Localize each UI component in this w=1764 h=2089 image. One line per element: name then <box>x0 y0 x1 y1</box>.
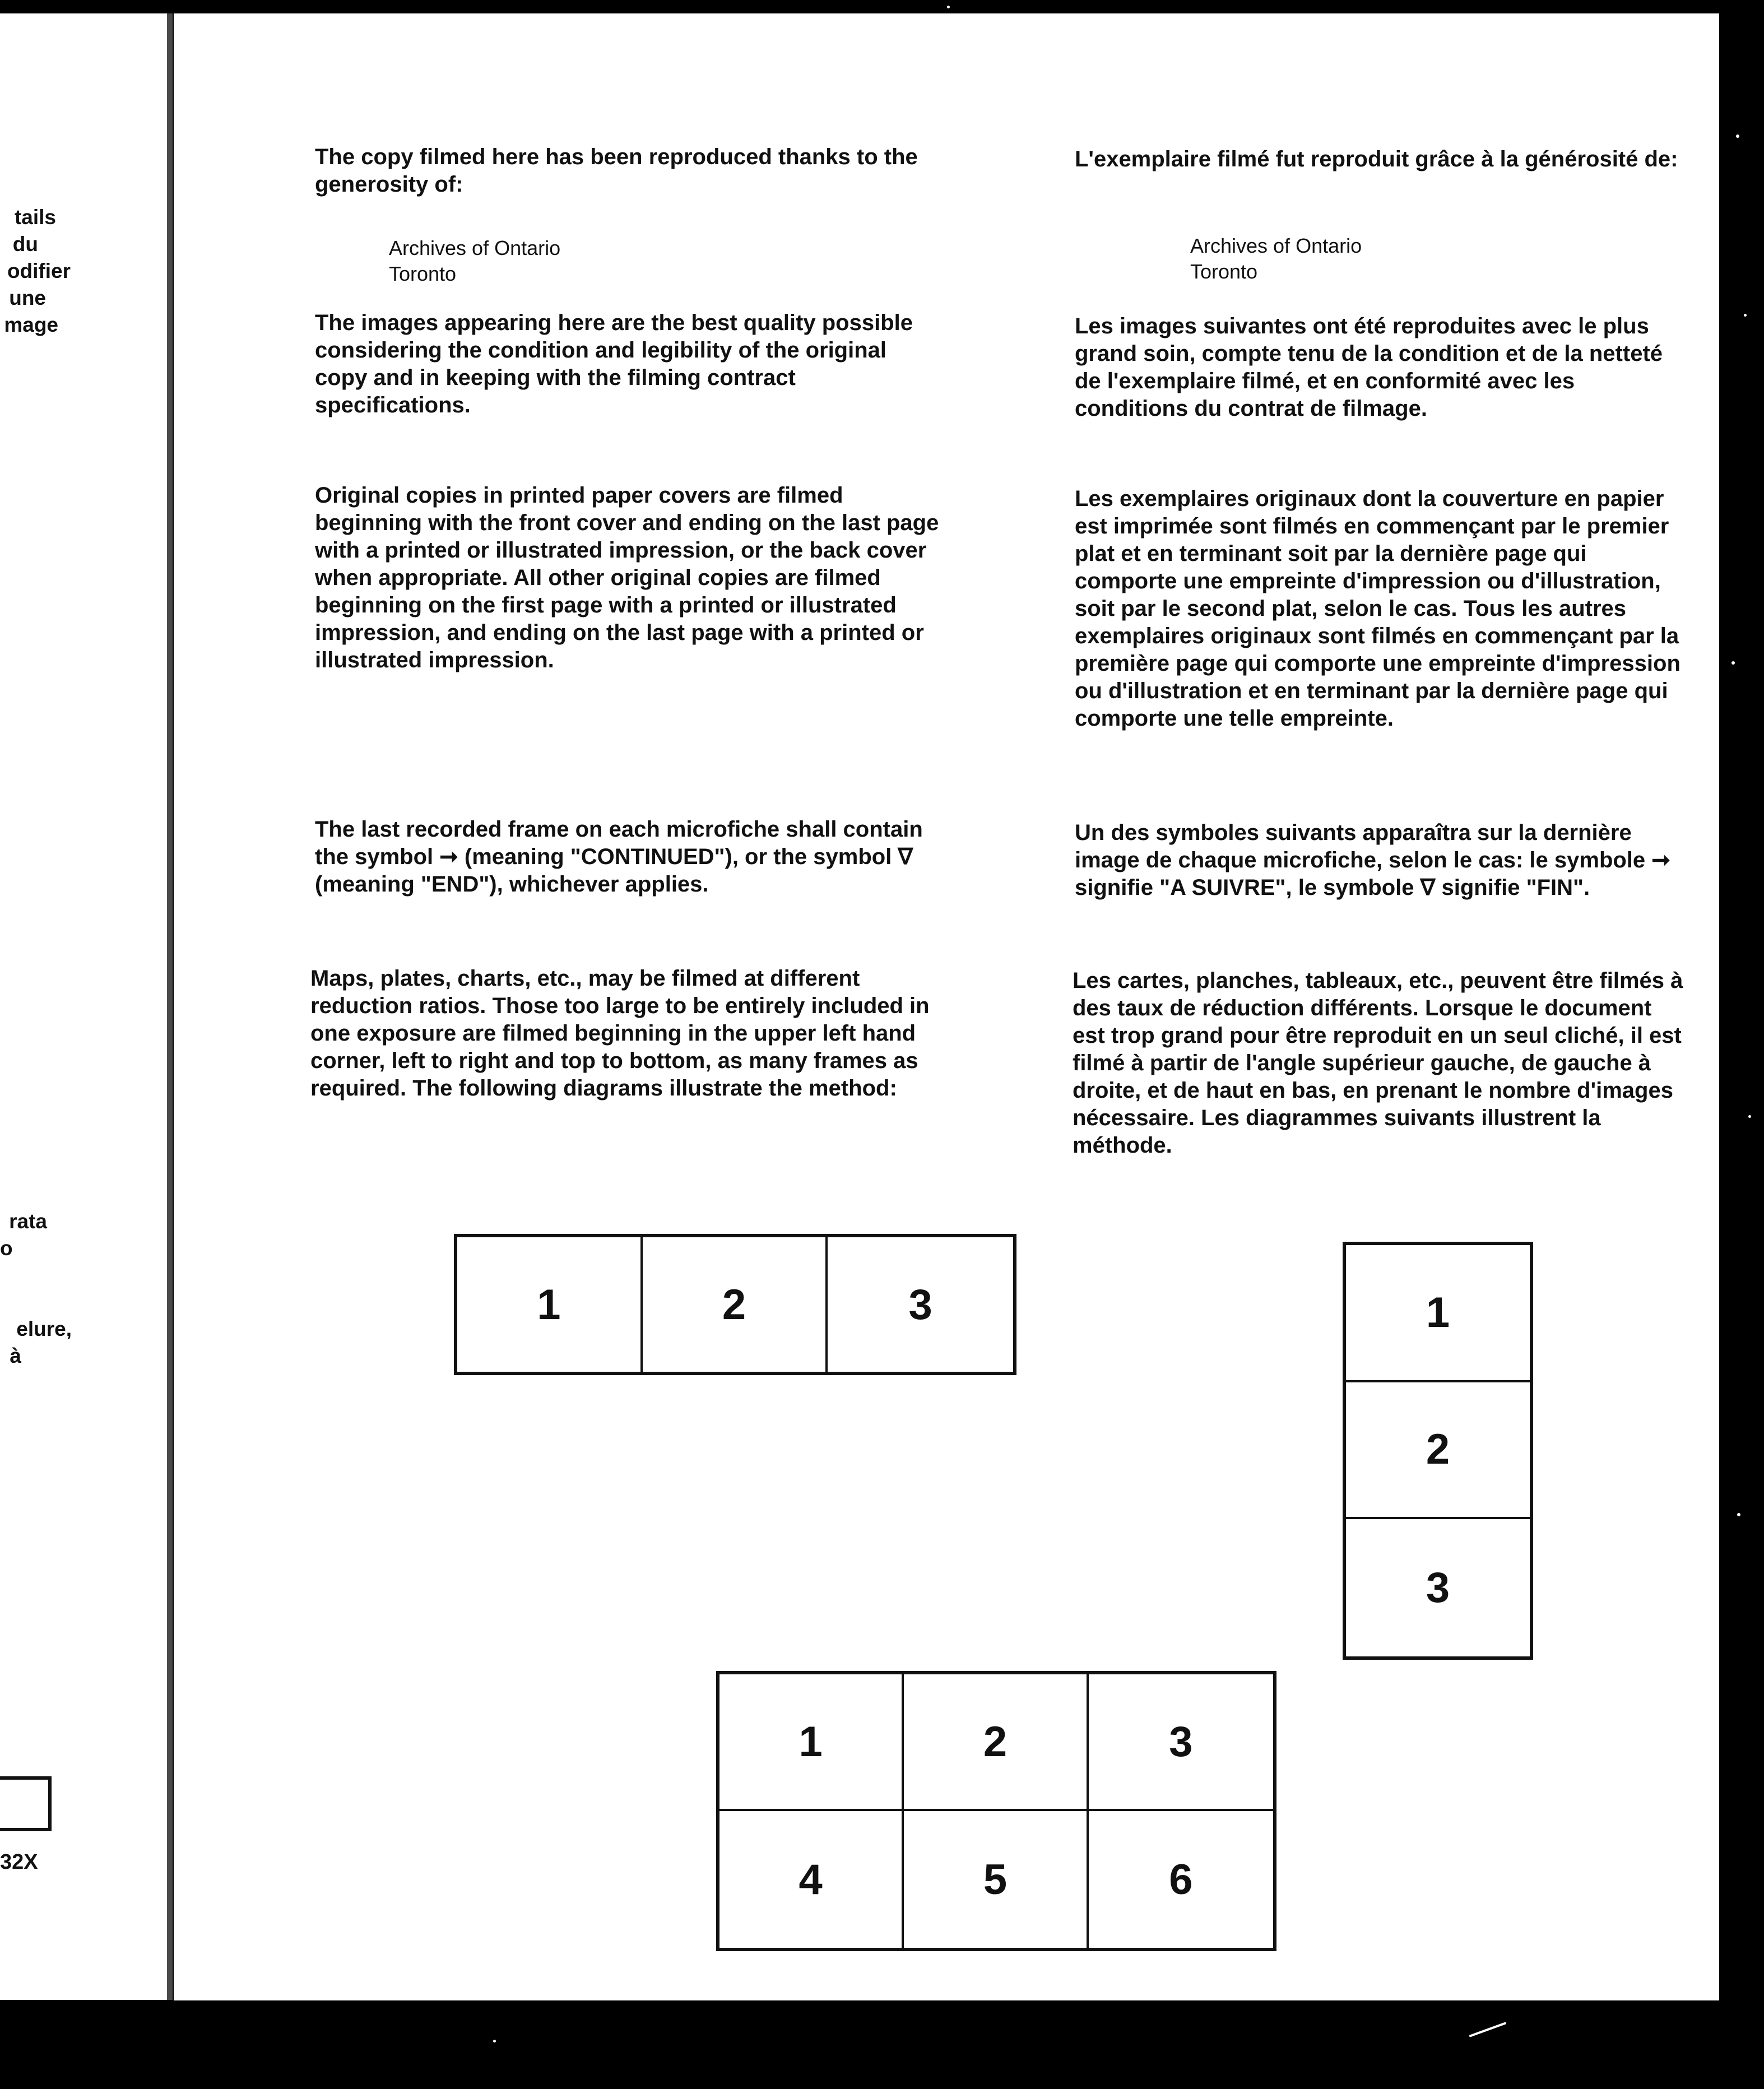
diagram-cell: 4 <box>719 1811 904 1948</box>
diagram-cell: 1 <box>457 1237 643 1372</box>
diagram-cell: 3 <box>1089 1674 1273 1811</box>
english-paragraph-maps: Maps, plates, charts, etc., may be filmed at different reduction ratios. Those too large to be entirely included in one exposure are filmed beginning in the upper left hand corner, left to right and top to bottom, as many frames as required. The following diagrams illustrate the method: <box>310 966 930 1101</box>
page-gutter <box>167 13 173 2000</box>
left-fragment: tails <box>14 206 56 229</box>
left-fragment: du <box>12 233 38 256</box>
french-archive-name: Archives of Ontario <box>1190 234 1362 257</box>
french-archive-city: Toronto <box>1190 260 1258 283</box>
film-speck <box>493 2040 496 2042</box>
french-intro: L'exemplaire filmé fut reproduit grâce à la générosité de: <box>1075 147 1678 171</box>
english-paragraph-quality: The images appearing here are the best quality possible considering the condition and legibility of the original copy and in keeping with the filming contract specifications. <box>315 310 913 417</box>
diagram-cell: 1 <box>719 1674 904 1811</box>
film-speck <box>1737 1513 1740 1516</box>
diagram-cell: 2 <box>904 1674 1088 1811</box>
diagram-cell: 2 <box>643 1237 828 1372</box>
film-speck <box>947 6 950 8</box>
english-paragraph-symbols: The last recorded frame on each microfiche shall contain the symbol ➞ (meaning "CONTINUED"), or the symbol ∇ (meaning "END"), whichever applies. <box>315 817 923 897</box>
film-speck <box>1748 1115 1751 1118</box>
french-paragraph-originals: Les exemplaires originaux dont la couverture en papier est imprimée sont filmés en commençant par le premier plat et en terminant soit par la dernière page qui comporte une empreinte d'impression ou d'illustration, soit par le second plat, selon le cas. Tous les autres exemplaires originaux sont filmés en commençant par la première page qui comporte une empreinte d'impression ou d'illustration et en terminant par la dernière page qui comporte une telle empreinte. <box>1075 486 1681 731</box>
resolution-target-frame <box>0 1776 52 1831</box>
film-speck <box>1736 134 1739 138</box>
bottom-film-edge <box>0 2000 1764 2089</box>
film-speck <box>1731 661 1735 665</box>
english-paragraph-originals: Original copies in printed paper covers are filmed beginning with the front cover and ending on the last page with a printed or illustrated impression, or the back cover when appropriate. All other original copies are filmed beginning on the first page with a printed or illustrated impression, and ending on the last page with a printed or illustrated impression. <box>315 483 939 672</box>
english-archive-name: Archives of Ontario <box>389 236 561 259</box>
left-fragment: o <box>0 1237 13 1260</box>
resolution-label: 32X <box>0 1850 38 1874</box>
english-archive-city: Toronto <box>389 262 457 285</box>
english-intro: The copy filmed here has been reproduced thanks to the generosity of: <box>315 145 918 197</box>
diagram-cell: 5 <box>904 1811 1088 1948</box>
french-paragraph-quality: Les images suivantes ont été reproduites avec le plus grand soin, compte tenu de la condition et de la netteté de l'exemplaire filmé, et en conformité avec les conditions du contrat de filmage. <box>1075 314 1663 421</box>
diagram-vertical <box>1343 1242 1533 1660</box>
french-paragraph-symbols: Un des symboles suivants apparaîtra sur la dernière image de chaque microfiche, selon le cas: le symbole ➞ signifie "A SUIVRE", le symbole ∇ signifie "FIN". <box>1075 820 1670 900</box>
diagram-cell: 3 <box>1426 1564 1450 1612</box>
left-fragment: à <box>10 1344 21 1367</box>
left-fragment: une <box>9 286 46 309</box>
film-speck <box>1744 314 1747 317</box>
left-fragment: odifier <box>7 259 71 282</box>
diagram-cell: 3 <box>908 1280 932 1329</box>
left-fragment: rata <box>9 1210 47 1233</box>
diagram-cell: 6 <box>1169 1855 1193 1904</box>
diagram-cell: 2 <box>1346 1382 1530 1520</box>
diagram-grid <box>716 1671 1276 1951</box>
diagram-cell: 1 <box>1346 1245 1530 1382</box>
right-film-edge <box>1719 0 1764 2089</box>
diagram-horizontal <box>454 1234 1016 1375</box>
left-fragment: mage <box>4 313 58 336</box>
french-paragraph-maps: Les cartes, planches, tableaux, etc., peuvent être filmés à des taux de réduction différents. Lorsque le document est trop grand pour être reproduit en un seul cliché, il est filmé à partir de l'angle supérieur gauche, de gauche à droite, et de haut en bas, en prenant le nombre d'images nécessaire. Les diagrammes suivants illustrent la méthode. <box>1073 968 1683 1158</box>
left-fragment: elure, <box>16 1317 72 1340</box>
